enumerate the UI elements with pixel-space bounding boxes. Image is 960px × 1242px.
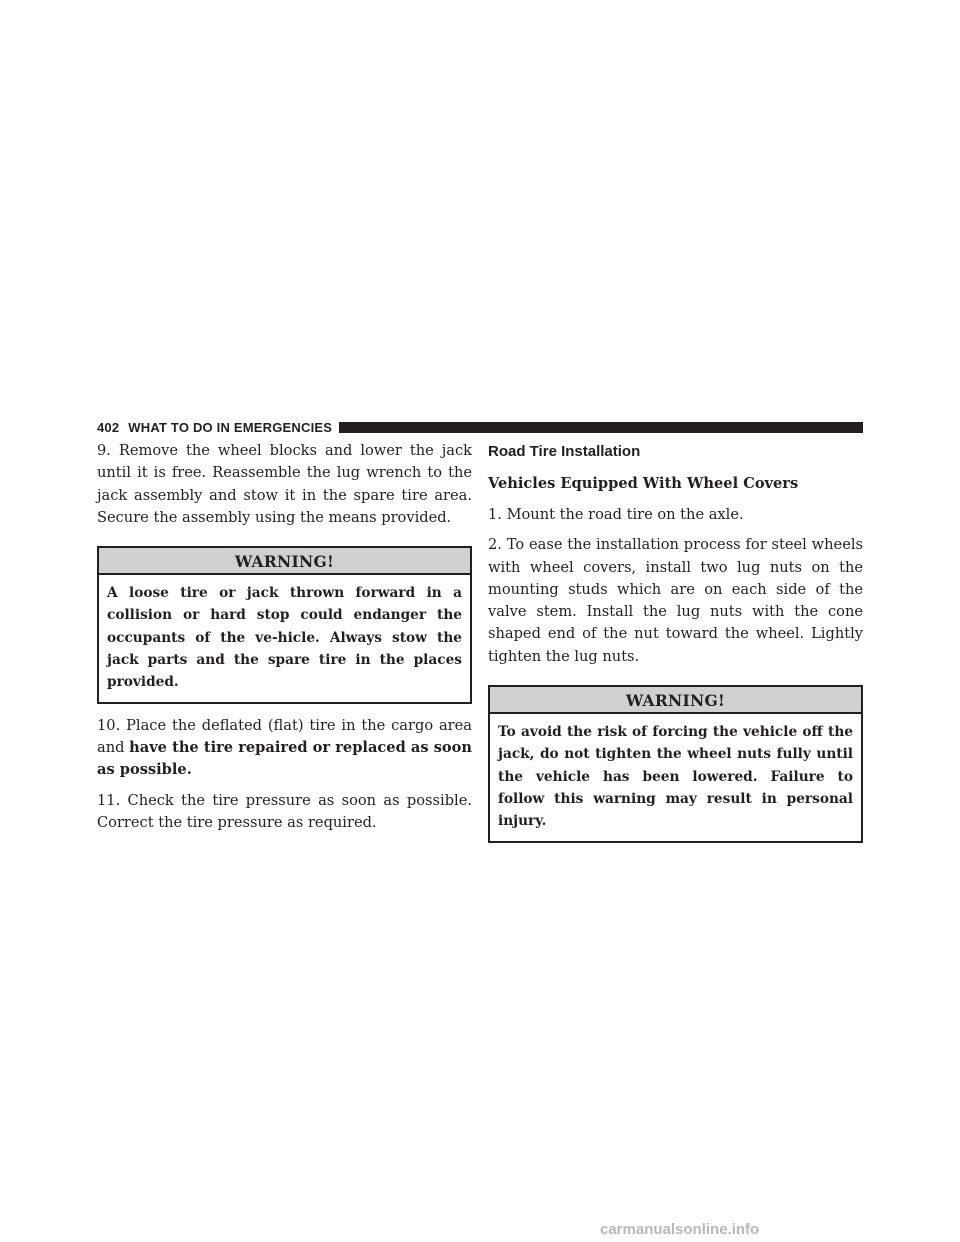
- warning-box-tighten-nuts: [488, 685, 863, 842]
- warning-text: A loose tire or jack thrown forward in a collision or hard stop could endanger the occupants of the ve-hicle. Always stow the jack parts and the spare tire in the places provided.: [107, 585, 462, 691]
- right-column: [488, 440, 863, 854]
- step-9-text: 9. Remove the wheel blocks and lower the jack until it is free. Reassemble the lug wrench to the jack assembly and stow it in the spare tire area. Secure the assembly using the means provided.: [97, 442, 472, 526]
- warning-text: To avoid the risk of forcing the vehicle off the jack, do not tighten the wheel nuts fully until the vehicle has been lowered. Failure to follow this warning may result in personal injury.: [498, 724, 853, 830]
- left-column: [97, 440, 472, 842]
- watermark-text: carmanualsonline.info: [600, 1221, 760, 1238]
- section-heading: Road Tire Installation: [488, 443, 641, 460]
- step-10-text: [97, 715, 472, 782]
- section-title: WHAT TO DO IN EMERGENCIES: [128, 419, 333, 435]
- watermark-logo: [598, 1220, 960, 1238]
- step-1-text: 1. Mount the road tire on the axle.: [488, 506, 744, 523]
- page-number: 402: [97, 419, 120, 435]
- step-2-text: 2. To ease the installation process for steel wheels with wheel covers, install two lug nuts on the mounting studs which are on each side of the valve stem. Install the lug nuts with the cone shaped end of the nut toward the wheel. Lightly tighten the lug nuts.: [488, 536, 863, 665]
- sub-heading: Vehicles Equipped With Wheel Covers: [488, 475, 799, 492]
- step-11-text: 11. Check the tire pressure as soon as possible. Correct the tire pressure as required.: [97, 791, 472, 831]
- warning-box-stow-jack: [97, 546, 472, 703]
- warning-title: WARNING!: [490, 687, 861, 714]
- step-10-bold-text: have the tire repaired or replaced as soon as possible.: [97, 738, 472, 779]
- step-10-normal-text: 10. Place the deflated (flat) tire in the cargo area and: [97, 716, 472, 756]
- warning-title: WARNING!: [99, 548, 470, 575]
- header-rule-bar: [339, 422, 863, 433]
- running-header: [97, 418, 863, 436]
